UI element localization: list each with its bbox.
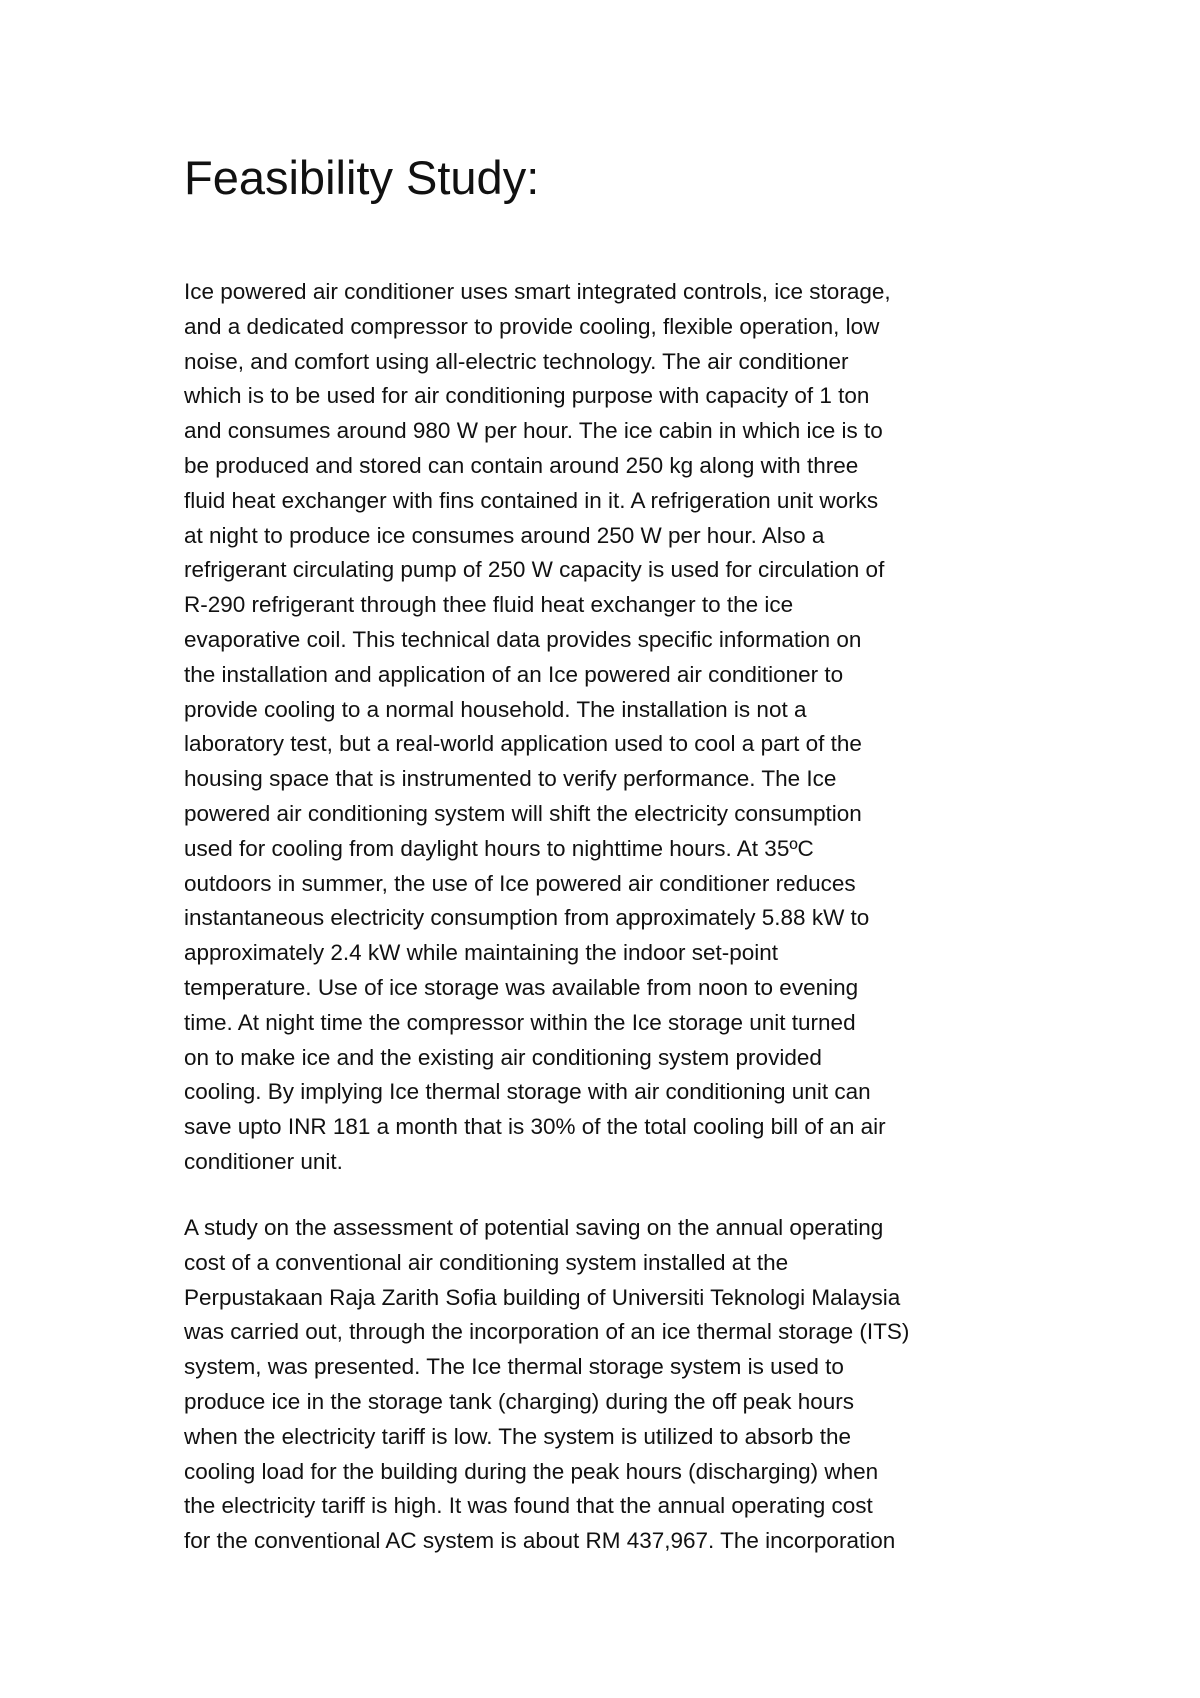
paragraph-1-line: and consumes around 980 W per hour. The ice cabin in which ice is to [184,418,883,444]
paragraph-1-line: outdoors in summer, the use of Ice powered air conditioner reduces [184,870,856,896]
paragraph-1-line: used for cooling from daylight hours to nighttime hours. At 35ºC [184,835,814,861]
paragraph-1 [184,275,891,1180]
paragraph-1-line: at night to produce ice consumes around 250 W per hour. Also a [184,522,825,548]
paragraph-1-line: provide cooling to a normal household. The installation is not a [184,696,807,722]
paragraph-1-line: cooling. By implying Ice thermal storage with air conditioning unit can [184,1079,871,1105]
paragraph-1-line: housing space that is instrumented to verify performance. The Ice [184,766,837,792]
paragraph-1-line: R-290 refrigerant through thee fluid heat exchanger to the ice [184,592,794,618]
paragraph-2 [184,1211,909,1559]
paragraph-1-line: noise, and comfort using all-electric technology. The air conditioner [184,348,849,374]
paragraph-1-line: evaporative coil. This technical data provides specific information on [184,626,862,652]
paragraph-1-line: laboratory test, but a real-world application used to cool a part of the [184,731,862,757]
paragraph-1-line: on to make ice and the existing air conditioning system provided [184,1044,822,1070]
paragraph-2-line: the electricity tariff is high. It was found that the annual operating cost [184,1493,873,1519]
paragraph-1-line: be produced and stored can contain around 250 kg along with three [184,452,859,478]
paragraph-2-line: Perpustakaan Raja Zarith Sofia building of Universiti Teknologi Malaysia [184,1284,901,1310]
document-title: Feasibility Study: [184,151,540,204]
paragraph-1-line: refrigerant circulating pump of 250 W capacity is used for circulation of [184,557,885,583]
paragraph-1-line: instantaneous electricity consumption from approximately 5.88 kW to [184,905,870,931]
paragraph-2-line: produce ice in the storage tank (charging) during the off peak hours [184,1388,855,1414]
paragraph-2-line: was carried out, through the incorporation of an ice thermal storage (ITS) [184,1319,910,1345]
paragraph-1-line: conditioner unit. [184,1148,343,1174]
paragraph-2-line: when the electricity tariff is low. The system is utilized to absorb the [184,1423,851,1449]
paragraph-1-line: which is to be used for air conditioning purpose with capacity of 1 ton [184,383,870,409]
paragraph-1-line: and a dedicated compressor to provide cooling, flexible operation, low [184,313,880,339]
paragraph-1-line: approximately 2.4 kW while maintaining the indoor set-point [184,940,779,966]
paragraph-2-line: cost of a conventional air conditioning system installed at the [184,1249,789,1275]
paragraph-1-line: save upto INR 181 a month that is 30% of the total cooling bill of an air [184,1114,886,1140]
paragraph-1-line: Ice powered air conditioner uses smart integrated controls, ice storage, [184,279,891,304]
paragraph-1-line: fluid heat exchanger with fins contained in it. A refrigeration unit works [184,487,879,513]
paragraph-1-line: the installation and application of an Ice powered air conditioner to [184,661,844,687]
paragraph-1-line: time. At night time the compressor within the Ice storage unit turned [184,1009,856,1035]
paragraph-1-line: temperature. Use of ice storage was available from noon to evening [184,974,859,1000]
paragraph-2-line: A study on the assessment of potential saving on the annual operating [184,1215,884,1240]
paragraph-2-line: system, was presented. The Ice thermal storage system is used to [184,1354,844,1380]
paragraph-2-line: for the conventional AC system is about RM 437,967. The incorporation [184,1528,896,1554]
paragraph-2-line: cooling load for the building during the peak hours (discharging) when [184,1458,879,1484]
paragraph-1-line: powered air conditioning system will shift the electricity consumption [184,800,862,826]
